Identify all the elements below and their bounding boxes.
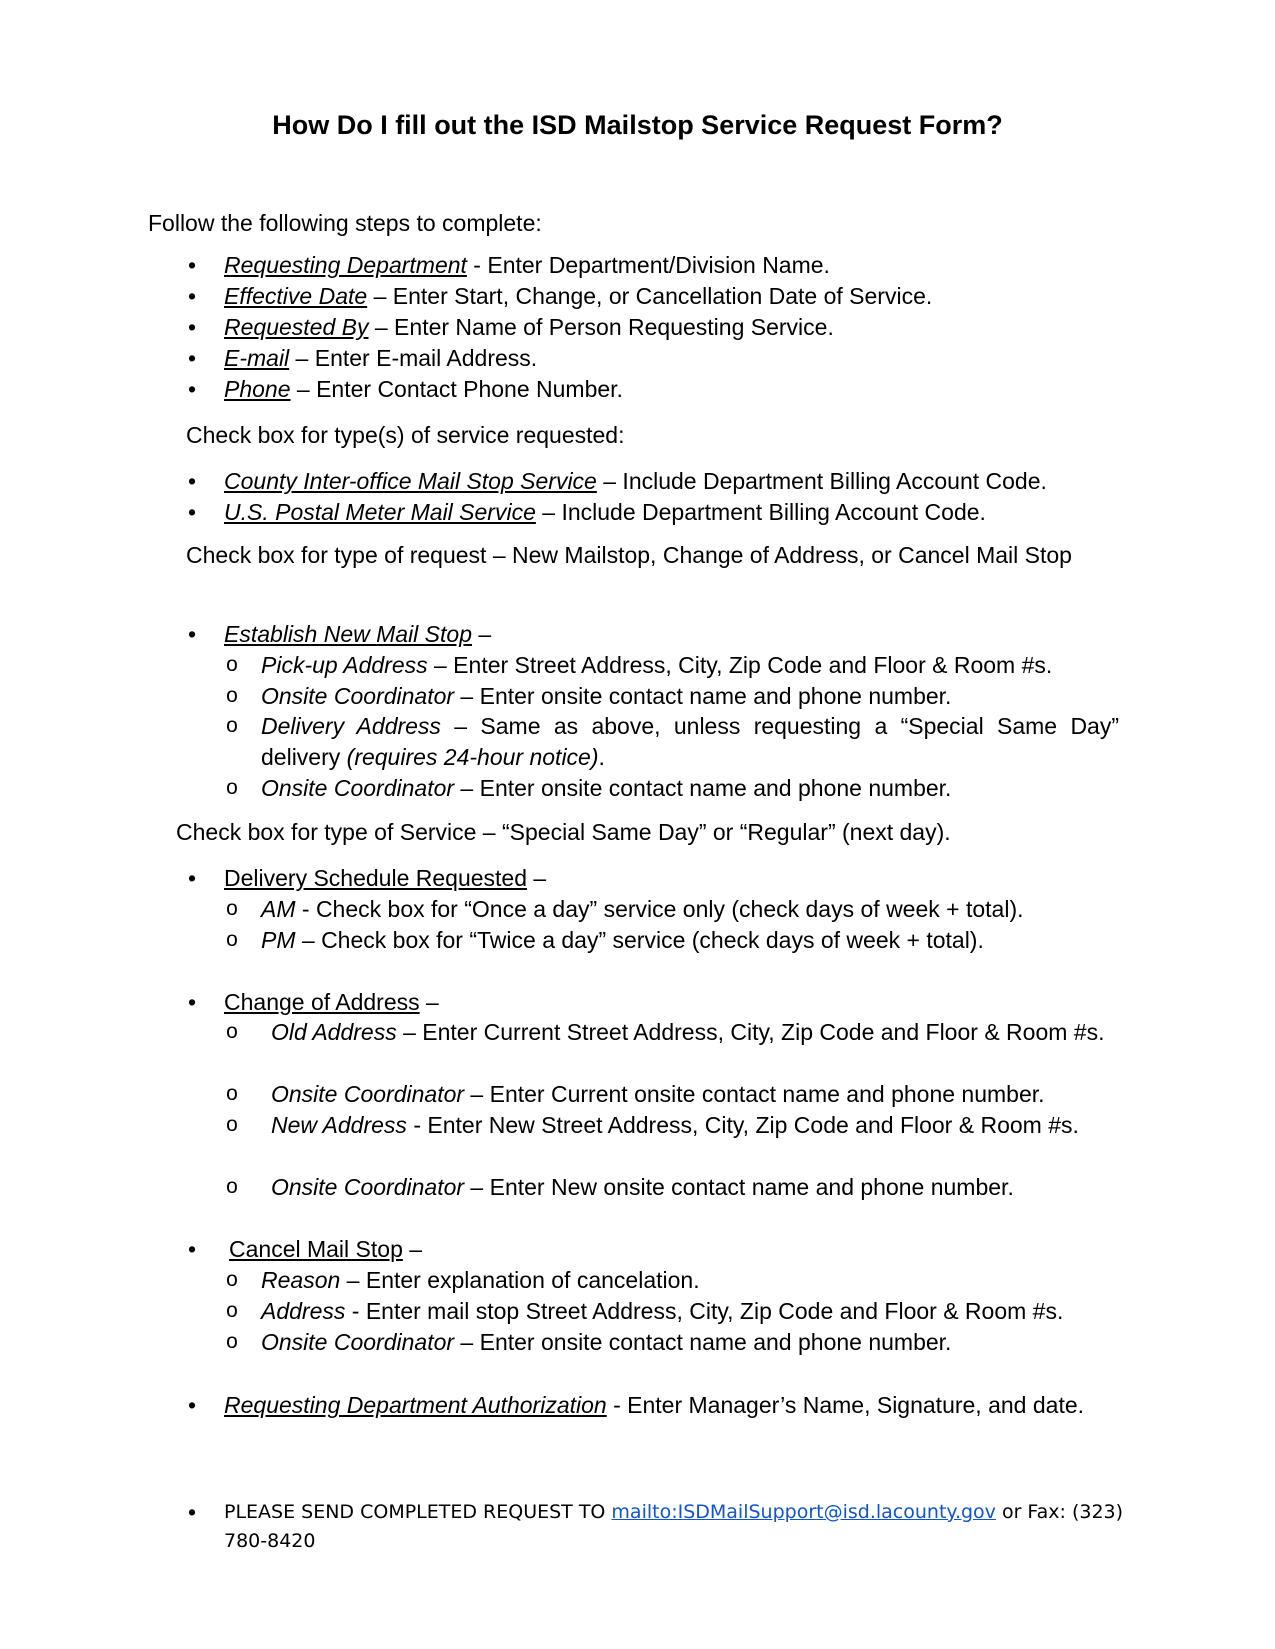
item-text: – Check box for “Twice a day” service (check days of week + total).: [295, 927, 984, 953]
item-text: – Enter onsite contact name and phone number.: [454, 775, 952, 801]
bullet-icon: •: [187, 865, 197, 891]
item-label: New Address: [271, 1112, 407, 1138]
authorization-body: - Enter Manager’s Name, Signature, and date.: [606, 1392, 1085, 1418]
bullet-icon: •: [187, 989, 197, 1015]
request-type-heading: Check box for type of request – New Mailstop, Change of Address, or Cancel Mail Stop: [186, 542, 1072, 568]
authorization-label: Requesting Department Authorization: [224, 1392, 607, 1418]
sub-bullet-icon: o: [226, 684, 238, 707]
item-text: - Check box for “Once a day” service only (check days of week + total).: [295, 896, 1024, 922]
item-text: – Enter Current onsite contact name and phone number.: [464, 1081, 1045, 1107]
item-text: – Enter explanation of cancelation.: [340, 1267, 700, 1293]
bullet-icon: •: [187, 283, 197, 309]
sub-bullet-icon: o: [226, 1299, 238, 1322]
bullet-icon: •: [187, 345, 197, 371]
item-label: Pick-up Address: [261, 652, 428, 678]
field-text: – Enter Contact Phone Number.: [290, 376, 623, 402]
item-text-block: [261, 711, 1119, 773]
field-label: E-mail: [224, 345, 290, 371]
field-text: – Enter Name of Person Requesting Service.: [368, 314, 834, 340]
intro-text: Follow the following steps to complete:: [148, 210, 542, 236]
field-label: Phone: [224, 376, 291, 402]
section-label: Delivery Schedule Requested: [224, 865, 528, 891]
service-heading: Check box for type of Service – “Special Same Day” or “Regular” (next day).: [176, 819, 951, 845]
page-title: How Do I fill out the ISD Mailstop Service Request Form?: [272, 110, 1003, 140]
item-text: – Enter Street Address, City, Zip Code and Floor & Room #s.: [427, 652, 1053, 678]
section-label: Establish New Mail Stop: [224, 621, 472, 647]
service-text: – Include Department Billing Account Code.: [596, 468, 1047, 494]
field-label: Requested By: [224, 314, 369, 340]
field-text: - Enter Department/Division Name.: [466, 252, 830, 278]
service-label: U.S. Postal Meter Mail Service: [224, 499, 536, 525]
item-label: Onsite Coordinator: [271, 1081, 465, 1107]
item-text: - Enter New Street Address, City, Zip Code and Floor & Room #s.: [406, 1112, 1079, 1138]
footer-suffix: or Fax: (323) 780-8420: [224, 1501, 1124, 1552]
sub-bullet-icon: o: [226, 1268, 238, 1291]
item-text: – Enter onsite contact name and phone number.: [454, 683, 952, 709]
item-label: Onsite Coordinator: [261, 775, 455, 801]
field-label: Effective Date: [224, 283, 368, 309]
field-text: – Enter E-mail Address.: [289, 345, 538, 371]
service-label: County Inter-office Mail Stop Service: [224, 468, 597, 494]
item-text-block: [271, 1110, 1119, 1141]
item-label: Onsite Coordinator: [261, 1329, 455, 1355]
item-label: Onsite Coordinator: [261, 683, 455, 709]
item-text: – Same as above, unless requesting a “Special Same Day” delivery: [261, 713, 1119, 770]
field-text: – Enter Start, Change, or Cancellation Date of Service.: [367, 283, 933, 309]
bullet-icon: •: [187, 499, 197, 525]
sub-bullet-icon: o: [226, 714, 238, 737]
section-suffix: –: [419, 989, 439, 1015]
item-label: AM: [261, 896, 296, 922]
item-label: Old Address: [271, 1019, 397, 1045]
sub-bullet-icon: o: [226, 776, 238, 799]
item-label: PM: [261, 927, 296, 953]
bullet-icon: •: [187, 468, 197, 494]
sub-bullet-icon: o: [226, 1175, 238, 1198]
sub-bullet-icon: o: [226, 1082, 238, 1105]
item-label: Reason: [261, 1267, 341, 1293]
authorization-text: [224, 1390, 1119, 1421]
item-label: Delivery Address: [261, 713, 441, 739]
bullet-icon: •: [187, 1236, 197, 1262]
bullet-icon: •: [187, 252, 197, 278]
section-label: Change of Address: [224, 989, 420, 1015]
section-suffix: –: [472, 621, 492, 647]
section-suffix: –: [402, 1236, 423, 1262]
sub-bullet-icon: o: [226, 1330, 238, 1353]
item-label: Address: [261, 1298, 346, 1324]
sub-bullet-icon: o: [226, 928, 238, 951]
item-note: (requires 24-hour notice): [346, 744, 599, 770]
email-link[interactable]: mailto:ISDMailSupport@isd.lacounty.gov: [611, 1501, 996, 1523]
bullet-icon: •: [187, 1392, 197, 1418]
item-end: .: [598, 744, 605, 770]
item-text: – Enter Current Street Address, City, Zip Code and Floor & Room #s.: [396, 1019, 1105, 1045]
item-label: Onsite Coordinator: [271, 1174, 465, 1200]
bullet-icon: •: [187, 376, 197, 402]
section-label: Cancel Mail Stop: [229, 1236, 403, 1262]
item-text: – Enter New onsite contact name and phone number.: [464, 1174, 1014, 1200]
item-text: – Enter onsite contact name and phone number.: [454, 1329, 952, 1355]
sub-bullet-icon: o: [226, 653, 238, 676]
sub-bullet-icon: o: [226, 1113, 238, 1136]
bullet-icon: •: [187, 621, 197, 647]
section-suffix: –: [527, 865, 547, 891]
service-type-heading: Check box for type(s) of service requested:: [186, 422, 625, 448]
item-text-block: [271, 1017, 1119, 1048]
sub-bullet-icon: o: [226, 1020, 238, 1043]
service-text: – Include Department Billing Account Code.: [535, 499, 986, 525]
item-text: - Enter mail stop Street Address, City, Zip Code and Floor & Room #s.: [345, 1298, 1064, 1324]
bullet-icon: •: [187, 1499, 197, 1525]
footer-text: [224, 1498, 1124, 1556]
footer-prefix: PLEASE SEND COMPLETED REQUEST TO: [224, 1501, 612, 1523]
bullet-icon: •: [187, 314, 197, 340]
field-label: Requesting Department: [224, 252, 467, 278]
sub-bullet-icon: o: [226, 897, 238, 920]
